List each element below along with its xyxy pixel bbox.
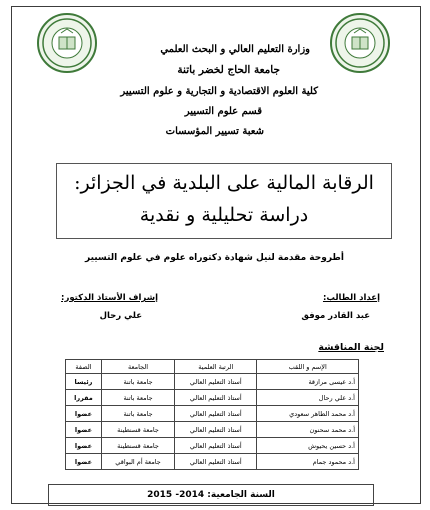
table-row	[66, 374, 359, 390]
member-rank: أستاذ التعليم العالي	[175, 438, 257, 454]
university-emblem-left	[37, 13, 97, 73]
member-role: عضوا	[66, 406, 102, 422]
member-name: أ.د محمد الطاهر سعودي	[257, 406, 359, 422]
member-name: أ.د عيسى مرازقة	[257, 374, 359, 390]
supervisor-label: إشراف الأستاذ الدكتور:	[61, 293, 158, 303]
member-rank: أستاذ التعليم العالي	[175, 390, 257, 406]
student-name: عبد القادر موفق	[301, 311, 370, 321]
member-name: أ.د حسين يحيوش	[257, 438, 359, 454]
ministry-name: وزارة التعليم العالي و البحث العلمي	[160, 44, 310, 55]
member-role: عضوا	[66, 422, 102, 438]
member-name: أ.د علي رحال	[257, 390, 359, 406]
member-role: عضوا	[66, 454, 102, 470]
header-rank: الرتبة العلمية	[175, 360, 257, 374]
header-university: الجامعة	[101, 360, 174, 374]
thesis-subtitle: أطروحة مقدمة لنيل شهادة دكتوراه علوم في علوم التسيير	[84, 253, 344, 263]
thesis-title-line2: دراسة تحليلية و نقدية	[139, 204, 309, 226]
member-role: عضوا	[66, 438, 102, 454]
jury-table	[65, 359, 359, 470]
department-name: قسم علوم التسيير	[184, 106, 262, 117]
member-role: رئيسا	[66, 374, 102, 390]
member-rank: أستاذ التعليم العالي	[175, 422, 257, 438]
table-row	[66, 406, 359, 422]
table-row	[66, 390, 359, 406]
thesis-title-line1: الرقابة المالية على البلدية في الجزائر:	[74, 172, 374, 194]
member-university: جامعة قسنطينة	[101, 422, 174, 438]
jury-label: لجنة المناقشة	[318, 342, 384, 353]
member-university: جامعة باتنة	[101, 374, 174, 390]
member-university: جامعة باتنة	[101, 390, 174, 406]
member-role: مقررا	[66, 390, 102, 406]
member-university: جامعة باتنة	[101, 406, 174, 422]
member-rank: أستاذ التعليم العالي	[175, 406, 257, 422]
header-name: الإسم و اللقب	[257, 360, 359, 374]
member-name: أ.د محمود جمام	[257, 454, 359, 470]
member-rank: أستاذ التعليم العالي	[175, 454, 257, 470]
branch-name: شعبة تسيير المؤسسات	[165, 126, 264, 137]
thesis-title-box	[56, 163, 392, 239]
member-rank: أستاذ التعليم العالي	[175, 374, 257, 390]
table-row	[66, 454, 359, 470]
table-row	[66, 438, 359, 454]
member-name: أ.د محمد سحنون	[257, 422, 359, 438]
university-emblem-right	[330, 13, 390, 73]
faculty-name: كلية العلوم الاقتصادية و التجارية و علوم التسيير	[120, 86, 318, 97]
supervisor-name: علي رحال	[99, 311, 142, 321]
academic-year: السنة الجامعية: 2014- 2015	[48, 484, 374, 506]
table-row	[66, 422, 359, 438]
jury-table-header	[66, 360, 359, 374]
member-university: جامعة أم البواقي	[101, 454, 174, 470]
header-role: الصفة	[66, 360, 102, 374]
member-university: جامعة قسنطينة	[101, 438, 174, 454]
prepared-by-label: إعداد الطالب:	[322, 293, 380, 303]
university-name: جامعة الحاج لخضر باتنة	[177, 64, 280, 76]
